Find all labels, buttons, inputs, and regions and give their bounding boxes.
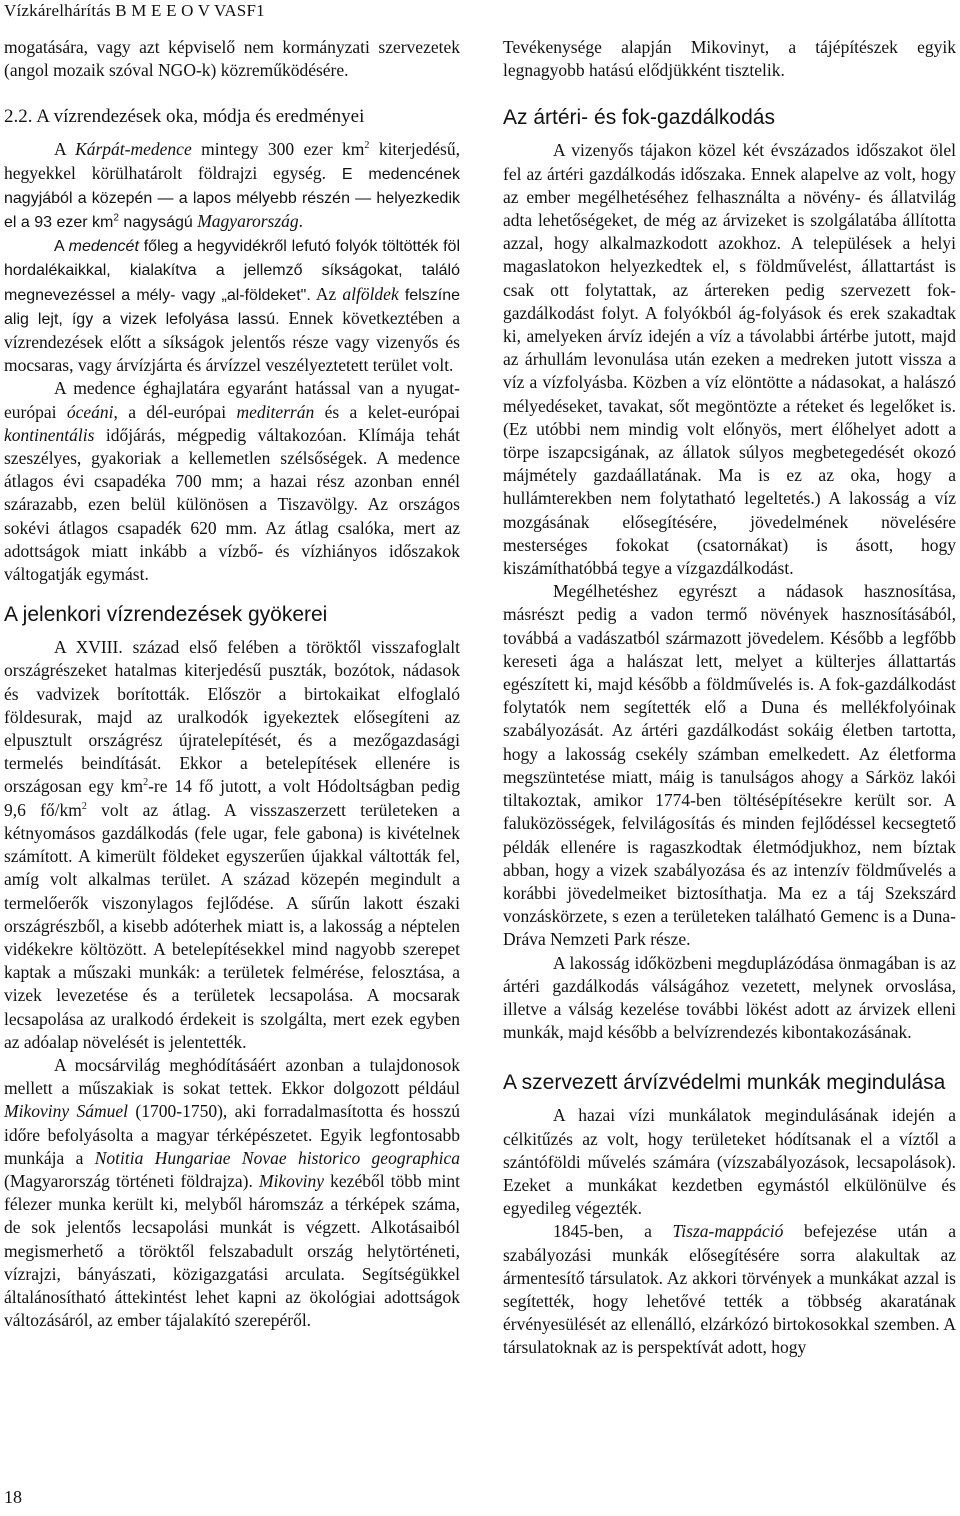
page-number: 18 xyxy=(4,1487,22,1507)
eighteenth-century-paragraph: A XVIII. század első felében a töröktől visszafoglalt országrészeket hatalmas kiterjedésű puszták, bozótok, nádasok és vadvizek borították. Először a birtokaikat elfoglaló földesurak, majd az uralkodók igyekeztek elősegíteni az elpusztult országrész újratelepítését, és a mezőgazdasági termelés beindítását. Ekkor a betelepítések ellenére is országosan egy $km^2-re$ 14 fő jutott, a volt Hódoltságban pedig 9,6 $fő/km^2$ volt az átlag. A visszaszerzett területeken a kétnyomásos gazdálkodás (fele ugar, fele gabona) is kivételnek számított. A kimerült földeket egyszerűen újakkal váltották fel, amíg volt alkalmas terület. A század közepén megindult a termelőerők viszonylagos fejlődése. A sűrűn lakott északi országrészből, a kisebb adóterhek miatt is, a lakosság a néptelen vidékekre költözött. A betelepítésekkel mind nagyobb szerepet kaptak a műszaki munkák: a területek felmérése, felosztása, a vizek levezetése és a területek lecsapolása. A mocsarak lecsapolása az uralkodó érdekeit is szolgálta, mert ezek egyben az adóalap növelését is jelentették. xyxy=(4,637,460,1052)
left-column xyxy=(4,36,460,1332)
section-title: 2.2. A vízrendezések oka, módja és eredményei xyxy=(4,106,365,128)
climate-paragraph: A medence éghajlatára egyaránt hatással van a nyugat-európai óceáni, a dél-európai mediterrán és a kelet-európai kontinentális időjárás, mégpedig váltakozóan. Klímája tehát szeszélyes, gyakoriak a kellemetlen szélsőségek. A medence átlagos évi csapadéka 700 mm; a hazai rész azonban ennél szárazabb, ezen belül különösen a Tiszavölgy. Az országos sokévi átlagos csapadék 620 mm. Az átlag csalóka, mert az adottságok miatt inkább a vízbő- és vízhiányos időszakok váltogatják egymást. xyxy=(4,378,461,585)
water-works-paragraph: A hazai vízi munkálatok megindulásának idején a célkitűzés az volt, hogy területeket hódítsanak el a víztől a szántóföldi művelés számára (vízszabályozások, lecsapolások). Ezeket a munkákat kezdetben egymástól elkülönülve és egyedileg végezték. xyxy=(503,1105,956,1219)
heading-roots: A jelenkori vízrendezések gyökerei xyxy=(4,603,328,627)
tisza-mappacio-paragraph: 1845-ben, a Tisza-mappáció befejezése után a szabályozási munkák elősegítésére sorra alakultak az ármentesítő társulatok. Az akkori törvények a munkákat azzal is segítették, hogy lehetővé tették a többség akaratának érvényesülését az ellenálló, elzárkózó birtokosokkal szemben. A társulatoknak az is perspektívát adott, hogy xyxy=(503,1221,956,1358)
right-intro-paragraph: Tevékenysége alapján Mikovinyt, a tájépítészek egyik legnagyobb hatású elődjükként tisztelik. xyxy=(503,37,956,81)
population-paragraph: A lakosság időközbeni megduplázódása önmagában is az ártéri gazdálkodás válságához vezetett, melynek orvoslása, illetve a válság kezelése további lökést adott az árvizek elleni munkák, majd később a belvízrendezés kibontakozásának. xyxy=(503,952,956,1043)
floodplain-paragraph: A vizenyős tájakon közel két évszázados időszakot ölel fel az ártéri gazdálkodás időszaka. Ennek alapelve az volt, hogy az ember megélhetéséhez felhasználta a növény- és állatvilág adta lehetőségeket, de még az árvizeket is szolgálatába állította azzal, hogy alkalmazkodott azokhoz. A települések a helyi magaslatokon helyezkedtek el, s földművelést, állattartást is csak ott folytattak, az ártereken pedig szervezett fok-gazdálkodást folyt. A folyókból ág-folyások és erek szakadtak ki, amelyeken árvíz idején a víz a távolabbi ártérbe jutott, majd az árhullám levonulása után ezeken a medreken jutott vissza a víz a vízfolyásba. Közben a víz elöntötte a nádasokat, a halászó mélyedéseket, tavakat, sőt megöntözte a réteket és legelőket is. (Ez utóbbi nem mindig volt előnyös, mert élőhelyet adott a törpe iszapcsigának, az állatok súlyos megbetegedését okozó májmétely gazdaállatának. Ma is ez az oka, hogy a hullámterekben nem folytatható legeltetés.) A lakosság a víz mozgásának elősegítésére, jövedelmének növelésére mesterséges fokokat (csatornákat) is ásott, hogy kiszámíthatóbbá tegye a vízgazdálkodást. xyxy=(503,140,956,579)
lowland-paragraph: A medencét főleg a hegyvidékről lefutó folyók töltötték föl hordalékaikkal, kialakítva a jellemző síkságokat, találó megnevezéssel a mély- vagy „al-földeket". Az alföldek felszíne alig lejt, így a vizek lefolyása lassú. Ennek következtében a vízrendezések előtt a síkságok jelentős része vagy vizenyős és mocsaras, vagy árvízjárta és árvízzel veszélyeztetett terület volt. xyxy=(4,238,461,376)
heading-organized-flood-defense: A szervezett árvízvédelmi munkák megindulása xyxy=(503,1071,946,1095)
left-intro-paragraph: mogatására, vagy azt képviselő nem kormányzati szervezetek (angol mozaik szóval NGO-k) közreműködésére. xyxy=(4,37,460,81)
running-head: Vízkárelhárítás B M E E O V VASF1 xyxy=(4,1,265,20)
mikoviny-paragraph: A mocsárvilág meghódításáért azonban a tulajdonosok mellett a műszakiak is sokat tettek. Ekkor dolgozott például Mikoviny Sámuel (1700-1750), aki forradalmasította és hosszú időre befolyásolta a magyar térképészetet. Egyik legfontosabb munkája a Notitia Hungariae Novae historico geographica (Magyarország történeti földrajza). Mikoviny kezéből több mint félezer munka került ki, melyből háromszáz a térképek száma, de sok jelentős lecsapolási munkát is végzett. Alkotásaiból megismerhető a töröktől felszabadult ország helytörténeti, vízrajzi, bányászati, közigazgatási arculata. Segítségükkel általánosítható áttekintést lehet kapni az ökológiai adottságok változásáról, az ember tájalakító szerepéről. xyxy=(4,1054,461,1331)
heading-floodplain-farming: Az ártéri- és fok-gazdálkodás xyxy=(503,106,775,130)
right-column xyxy=(503,36,956,1360)
carpathian-basin-paragraph: A Kárpát-medence mintegy 300 ezer $km^2$ kiterjedésű, hegyekkel körülhatárolt földrajzi egység. E medencének nagyjából a közepén — a lapos mélyebb részén — helyezkedik el a 93 ezer $km^2$ nagyságú Magyarország. xyxy=(4,139,460,232)
livelihood-paragraph: Megélhetéshez egyrészt a nádasok hasznosítása, másrészt pedig a vadon termő növények hasznosításából, továbbá a vadászatból származott jövedelem. Később a legfőbb kereseti ága a halászat lett, melyet a külterjes állattartás egészített ki, majd később a földművelés is. A fok-gazdálkodást folytatók nem segítették elő a Duna és mellékfolyóinak szabályozását. Az ártéri gazdálkodást sokáig életben tartotta, hogy a lakosság csekély számban emelkedett. Az életforma megszüntetése miatt, máig is tanulságos ahogy a Sárköz lakói tiltakoztak, amikor 1774-ben töltésépítésekre került sor. A faluközösségek, felvilágosítás és minden fejlődéssel kecsegtető példák ellenére is ragaszkodtak életmódjukhoz, nem bíztak abban, hogy a vizek szabályozása és az intenzív földművelés a korábbi jövedelmeiket biztosíthatja. Ma ez a táj Szekszárd vonzáskörzete, s ezen a területeken található Gemenc is a Duna-Dráva Nemzeti Park része. xyxy=(503,581,956,950)
